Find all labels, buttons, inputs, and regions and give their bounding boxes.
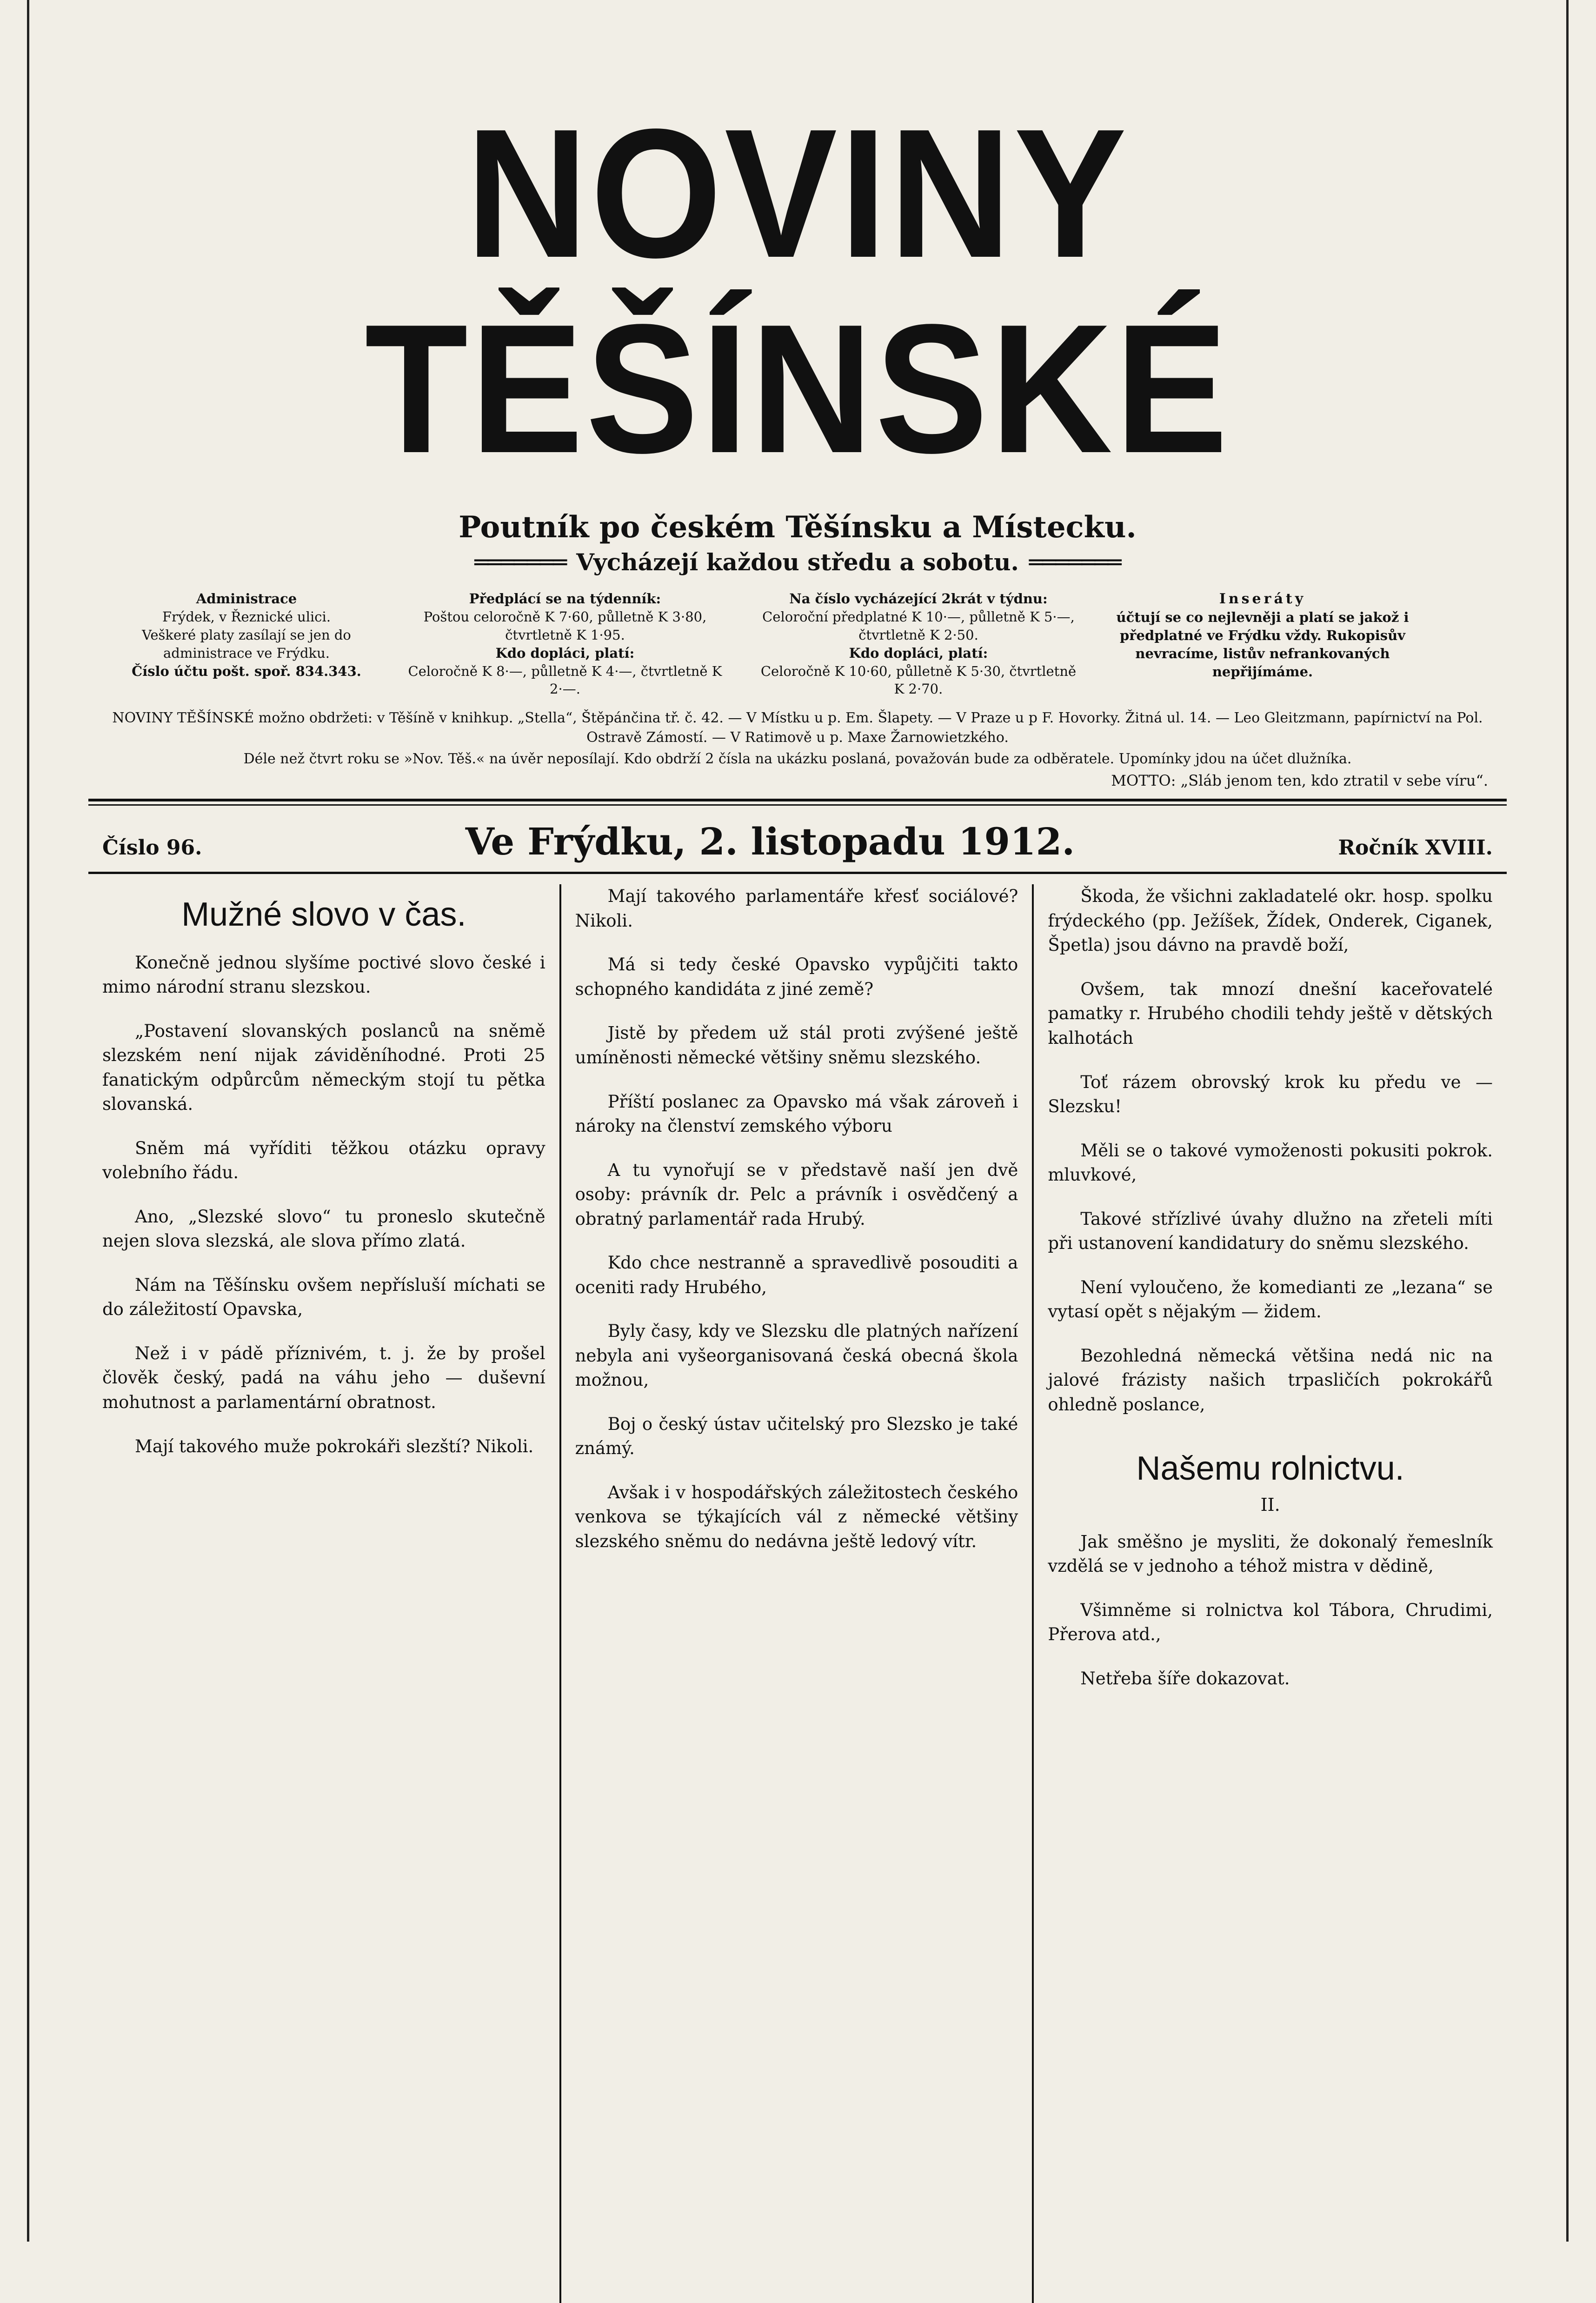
column2-paragraph: A tu vynořují se v představě naší jen dvě osoby: právník dr. Pelc a právník i osvědčený a obratný parlamentář rada Hrubý. <box>575 1160 1018 1229</box>
administration-heading: Administrace <box>196 591 297 607</box>
weekly-extra-heading: Kdo dopláci, platí: <box>495 645 635 661</box>
column-3 <box>1034 884 1507 2303</box>
column2-paragraph: Jistě by předem už stál proti zvýšené ještě umíněnosti německé většiny sněmu slezského. <box>575 1023 1018 1068</box>
weekly-extra-price: Celoročně K 8·—, půlletně K 4·—, čtvrtletně K 2·—. <box>408 663 722 697</box>
motto: MOTTO: „Sláb jenom ten, kdo ztratil v sebe víru“. <box>1111 772 1488 790</box>
column2-paragraph: Boj o český ústav učitelský pro Slezsko je také známý. <box>575 1414 1018 1459</box>
header-rule-thin <box>88 804 1507 806</box>
article1-paragraph: Ano, „Slezské slovo“ tu proneslo skutečně nejen slova slezská, ale slova přímo zlatá. <box>102 1206 545 1251</box>
administration-block <box>121 590 372 698</box>
subtitle: Poutník po českém Těšínsku a Místecku. <box>459 510 1137 545</box>
column2-paragraph: Mají takového parlamentáře křesť sociálové? Nikoli. <box>575 886 1018 931</box>
article1-paragraph: Konečně jednou slyšíme poctivé slovo české i mimo národní stranu slezskou. <box>102 952 545 997</box>
newspaper-page <box>88 70 1507 2191</box>
column2-paragraph: Příští poslanec za Opavsko má však zároveň i nároky na členství zemského výboru <box>575 1091 1018 1136</box>
twice-annual-price: Celoroční předplatné K 10·—, půlletně K 5·—, čtvrtletně K 2·50. <box>762 609 1075 643</box>
weekly-subscription-block <box>405 590 725 698</box>
column3-paragraph: Ovšem, tak mnozí dnešní kaceřovatelé pamatky r. Hrubého chodili tehdy ještě v dětských kalhotách <box>1048 979 1493 1048</box>
column2-paragraph: Má si tedy české Opavsko vypůjčiti takto schopného kandidáta z jiné země? <box>575 955 1018 999</box>
administration-account: Číslo účtu pošt. spoř. 834.343. <box>132 663 361 679</box>
twice-heading: Na číslo vycházející 2krát v týdnu: <box>789 591 1048 607</box>
article2-title: Našemu rolnictvu. <box>1136 1450 1404 1488</box>
left-page-edge <box>27 0 29 2242</box>
column3-paragraph: Takové střízlivé úvahy dlužno na zřeteli míti při ustanovení kandidatury do sněmu slezského. <box>1048 1208 1493 1254</box>
column-2 <box>561 884 1034 2303</box>
issue-date: Ve Frýdku, 2. listopadu 1912. <box>465 820 1075 864</box>
column2-paragraph: Avšak i v hospodářských záležitostech českého venkova se týkajících vál z německé většiny slezského sněmu do nedávna ještě ledový vítr. <box>575 1482 1018 1551</box>
article1-paragraph: Nám na Těšínsku ovšem nepřísluší míchati se do záležitostí Opavska, <box>102 1275 545 1320</box>
distribution-note: NOVINY TĚŠÍNSKÉ možno obdržeti: v Těšíně v knihkup. „Stella“, Štěpánčina tř. č. 42. — V Místku u p. Em. Šlapety. — V Praze u p F. Hovorky. Žitná ul. 14. — Leo Gleitzmann, papírnictví na Pol. Ostravě Zámostí. — V Ratimově u p. Maxe Žarnowietzkého. <box>112 710 1483 746</box>
right-page-edge <box>1566 0 1569 2242</box>
twice-extra-price: Celoročně K 10·60, půlletně K 5·30, čtvrtletně K 2·70. <box>760 663 1077 697</box>
article2-paragraph: Netřeba šíře dokazovat. <box>1080 1668 1290 1689</box>
publication-frequency: ═══════ Vycházejí každou středu a sobotu. ═══════ <box>88 548 1507 576</box>
weekly-heading: Předplácí se na týdenník: <box>469 591 661 607</box>
weekly-post-price: Poštou celoročně K 7·60, půlletně K 3·80, čtvrtletně K 1·95. <box>423 609 707 643</box>
administration-payments: Veškeré platy zasílají se jen do administrace ve Frýdku. <box>142 627 351 661</box>
article1-paragraph: Sněm má vyříditi těžkou otázku opravy volebního řádu. <box>102 1138 545 1183</box>
column3-paragraph: Toť rázem obrovský krok ku předu ve — Slezsku! <box>1048 1072 1493 1117</box>
article1-paragraph: Než i v pádě příznivém, t. j. že by prošel člověk český, padá na váhu jeho — duševní mohutnost a parlamentární obratnost. <box>102 1343 545 1413</box>
header-rule <box>88 799 1507 801</box>
column-1 <box>88 884 561 2303</box>
ads-block <box>1111 590 1414 698</box>
article2-paragraph: Všimněme si rolnictva kol Tábora, Chrudimi, Přerova atd., <box>1048 1600 1493 1645</box>
article-columns <box>88 884 1507 2303</box>
article1-paragraph: Mají takového muže pokrokáři slezští? Nikoli. <box>135 1436 534 1456</box>
column2-paragraph: Kdo chce nestranně a spravedlivě posouditi a oceniti rady Hrubého, <box>575 1253 1018 1297</box>
column2-paragraph: Byly časy, kdy ve Slezsku dle platných nařízení nebyla ani vyšeorganisovaná česká obecná škola možnou, <box>575 1321 1018 1390</box>
masthead-title: NOVINY TĚŠÍNSKÉ <box>365 90 1230 491</box>
column3-paragraph: Škoda, že všichni zakladatelé okr. hosp. spolku frýdeckého (pp. Ježíšek, Žídek, Onderek, Ciganek, Špetla) jsou dávno na pravdě boží, <box>1048 886 1493 955</box>
column3-paragraph: Měli se o takové vymoženosti pokusiti pokrok. mluvkové, <box>1048 1140 1493 1185</box>
credit-note: Déle než čtvrt roku se »Nov. Těš.« na úvěr neposílají. Kdo obdrží 2 čísla na ukázku poslaná, považován bude za odběratele. Upomínky jdou na účet dlužníka. <box>243 751 1352 768</box>
column3-paragraph: Není vyloučeno, že komedianti ze „lezana“ se vytasí opět s nějakým — židem. <box>1048 1277 1493 1322</box>
article2-part: II. <box>1260 1494 1280 1515</box>
administration-address: Frýdek, v Řeznické ulici. <box>162 609 331 625</box>
article2-paragraph: Jak směšno je mysliti, že dokonalý řemeslník vzdělá se v jednoho a téhož mistra v dědině, <box>1048 1531 1493 1576</box>
article1-paragraph: „Postavení slovanských poslanců na sněmě slezském není nijak záviděníhodné. Proti 25 fanatickým odpůrcům německým stojí tu pětka slovanská. <box>102 1021 545 1115</box>
twice-weekly-subscription-block <box>758 590 1079 698</box>
volume-number: Ročník XVIII. <box>1338 836 1493 860</box>
info-row <box>88 590 1507 698</box>
dateline <box>88 820 1507 874</box>
ads-heading: Inseráty <box>1219 591 1306 607</box>
issue-number: Číslo 96. <box>102 836 202 860</box>
column3-paragraph: Bezohledná německá většina nedá nic na jalové frázisty našich trpasličích pokrokářů ohledně poslance, <box>1048 1345 1493 1415</box>
twice-extra-heading: Kdo dopláci, platí: <box>849 645 988 661</box>
ads-text: účtují se co nejlevněji a platí se jakož i předplatné ve Frýdku vždy. Rukopisův nevracíme, listův nefrankovaných nepřijímáme. <box>1116 609 1409 680</box>
article1-title: Mužné slovo v čas. <box>181 896 466 934</box>
